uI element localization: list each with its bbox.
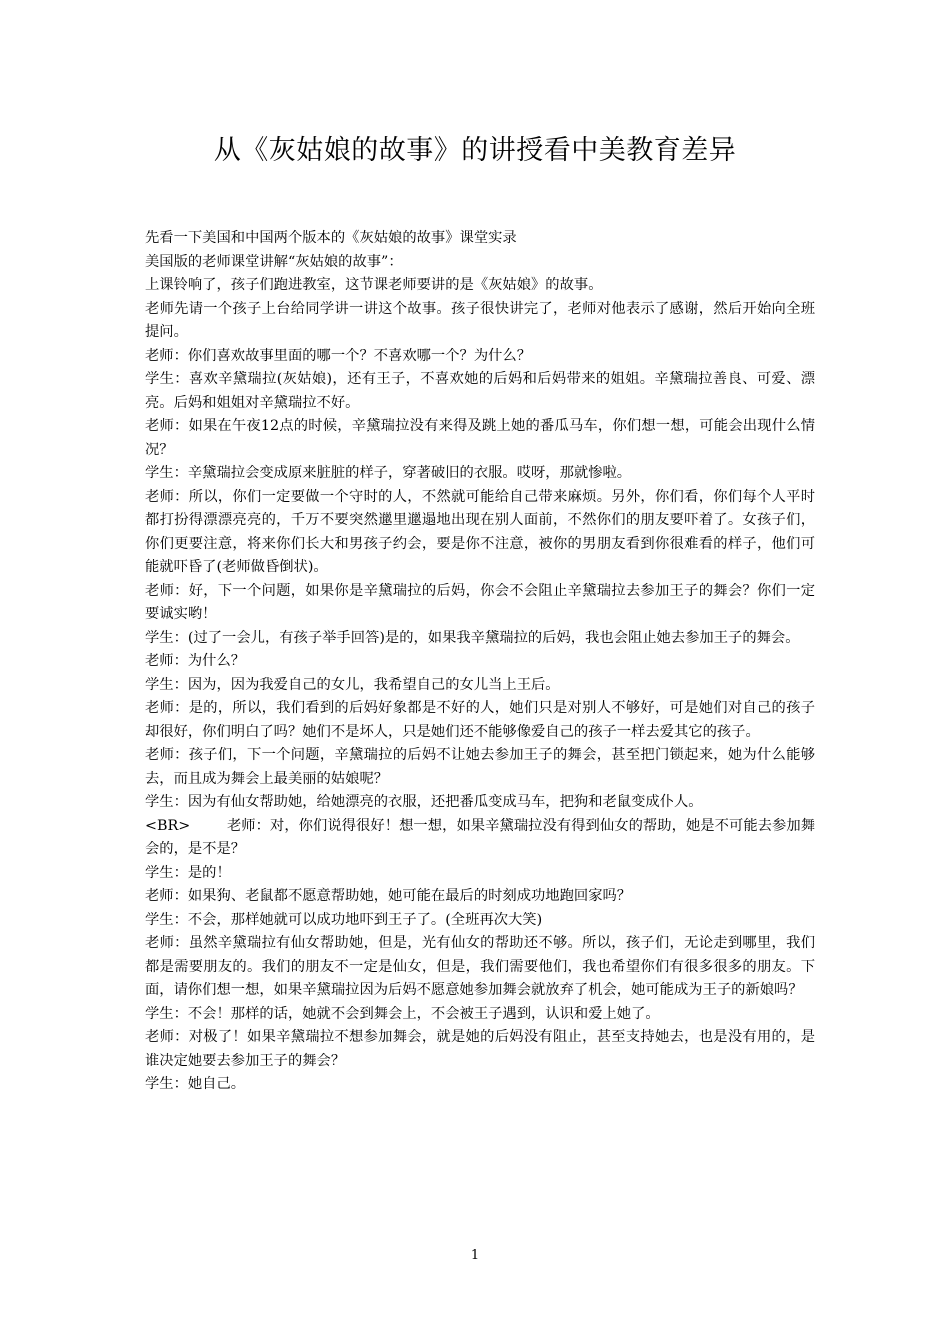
paragraph: 学生：是的！ <box>145 864 231 881</box>
paragraph: 学生：因为，因为我爱自己的女儿，我希望自己的女儿当上王后。 <box>145 676 560 693</box>
paragraph: 学生：不会，那样她就可以成功地吓到王子了。(全班再次大笑) <box>145 911 543 928</box>
paragraph: 美国版的老师课堂讲解“灰姑娘的故事”： <box>145 253 403 270</box>
paragraph: 老师：你们喜欢故事里面的哪一个？不喜欢哪一个？为什么？ <box>145 347 532 364</box>
paragraph: 老师：为什么？ <box>145 653 246 669</box>
paragraph: 学生：辛黛瑞拉会变成原来脏脏的样子，穿著破旧的衣服。哎呀，那就惨啦。 <box>145 465 632 481</box>
document-body <box>145 227 815 1097</box>
paragraph: 学生：她自己。 <box>145 1076 246 1092</box>
paragraph: 学生：因为有仙女帮助她，给她漂亮的衣服，还把番瓜变成马车，把狗和老鼠变成仆人。 <box>145 794 703 810</box>
paragraph: 老师：对极了！如果辛黛瑞拉不想参加舞会，就是她的后妈没有阻止，甚至支持她去，也是没有用的，是谁决定她要去参加王子的舞会？ <box>145 1029 815 1069</box>
paragraph: <BR> 老师：对，你们说得很好！想一想，如果辛黛瑞拉没有得到仙女的帮助，她是不可能去参加舞会的，是不是？ <box>145 817 815 857</box>
page-number: 1 <box>470 1248 480 1263</box>
paragraph: 老师：好，下一个问题，如果你是辛黛瑞拉的后妈，你会不会阻止辛黛瑞拉去参加王子的舞会？你们一定要诚实哟！ <box>145 582 815 622</box>
paragraph: 老师：所以，你们一定要做一个守时的人，不然就可能给自己带来麻烦。另外，你们看，你们每个人平时都打扮得漂漂亮亮的，千万不要突然邋里邋遢地出现在别人面前，不然你们的朋友要吓着了。女孩子们，你们更要注意，将来你们长大和男孩子约会，要是你不注意，被你的男朋友看到你很难看的样子，他们可能就吓昏了(老师做昏倒状)。 <box>145 488 815 575</box>
paragraph: 老师先请一个孩子上台给同学讲一讲这个故事。孩子很快讲完了，老师对他表示了感谢，然后开始向全班提问。 <box>145 300 815 340</box>
paragraph: 老师：如果狗、老鼠都不愿意帮助她，她可能在最后的时刻成功地跑回家吗？ <box>145 888 632 904</box>
paragraph: 学生：不会！那样的话，她就不会到舞会上，不会被王子遇到，认识和爱上她了。 <box>145 1005 660 1022</box>
document-title: 从《灰姑娘的故事》的讲授看中美教育差异 <box>213 135 737 166</box>
paragraph: 老师：如果在午夜12点的时候，辛黛瑞拉没有来得及跳上她的番瓜马车，你们想一想，可能会出现什么情况？ <box>145 418 815 458</box>
paragraph: 学生：喜欢辛黛瑞拉(灰姑娘)，还有王子，不喜欢她的后妈和后妈带来的姐姐。辛黛瑞拉善良、可爱、漂亮。后妈和姐姐对辛黛瑞拉不好。 <box>145 371 815 411</box>
paragraph: 学生：(过了一会儿，有孩子举手回答)是的，如果我辛黛瑞拉的后妈，我也会阻止她去参加王子的舞会。 <box>145 629 800 646</box>
paragraph: 老师：虽然辛黛瑞拉有仙女帮助她，但是，光有仙女的帮助还不够。所以，孩子们，无论走到哪里，我们都是需要朋友的。我们的朋友不一定是仙女，但是，我们需要他们，我也希望你们有很多很多的朋友。下面，请你们想一想，如果辛黛瑞拉因为后妈不愿意她参加舞会就放弃了机会，她可能成为王子的新娘吗？ <box>145 935 815 998</box>
paragraph: 上课铃响了，孩子们跑进教室，这节课老师要讲的是《灰姑娘》的故事。 <box>145 277 603 293</box>
paragraph: 老师：是的，所以，我们看到的后妈好象都是不好的人，她们只是对别人不够好，可是她们对自己的孩子却很好，你们明白了吗？她们不是坏人，只是她们还不能够像爱自己的孩子一样去爱其它的孩子。 <box>145 700 815 740</box>
paragraph: 先看一下美国和中国两个版本的《灰姑娘的故事》课堂实录 <box>145 230 517 246</box>
paragraph: 老师：孩子们，下一个问题，辛黛瑞拉的后妈不让她去参加王子的舞会，甚至把门锁起来，她为什么能够去，而且成为舞会上最美丽的姑娘呢？ <box>145 747 815 787</box>
